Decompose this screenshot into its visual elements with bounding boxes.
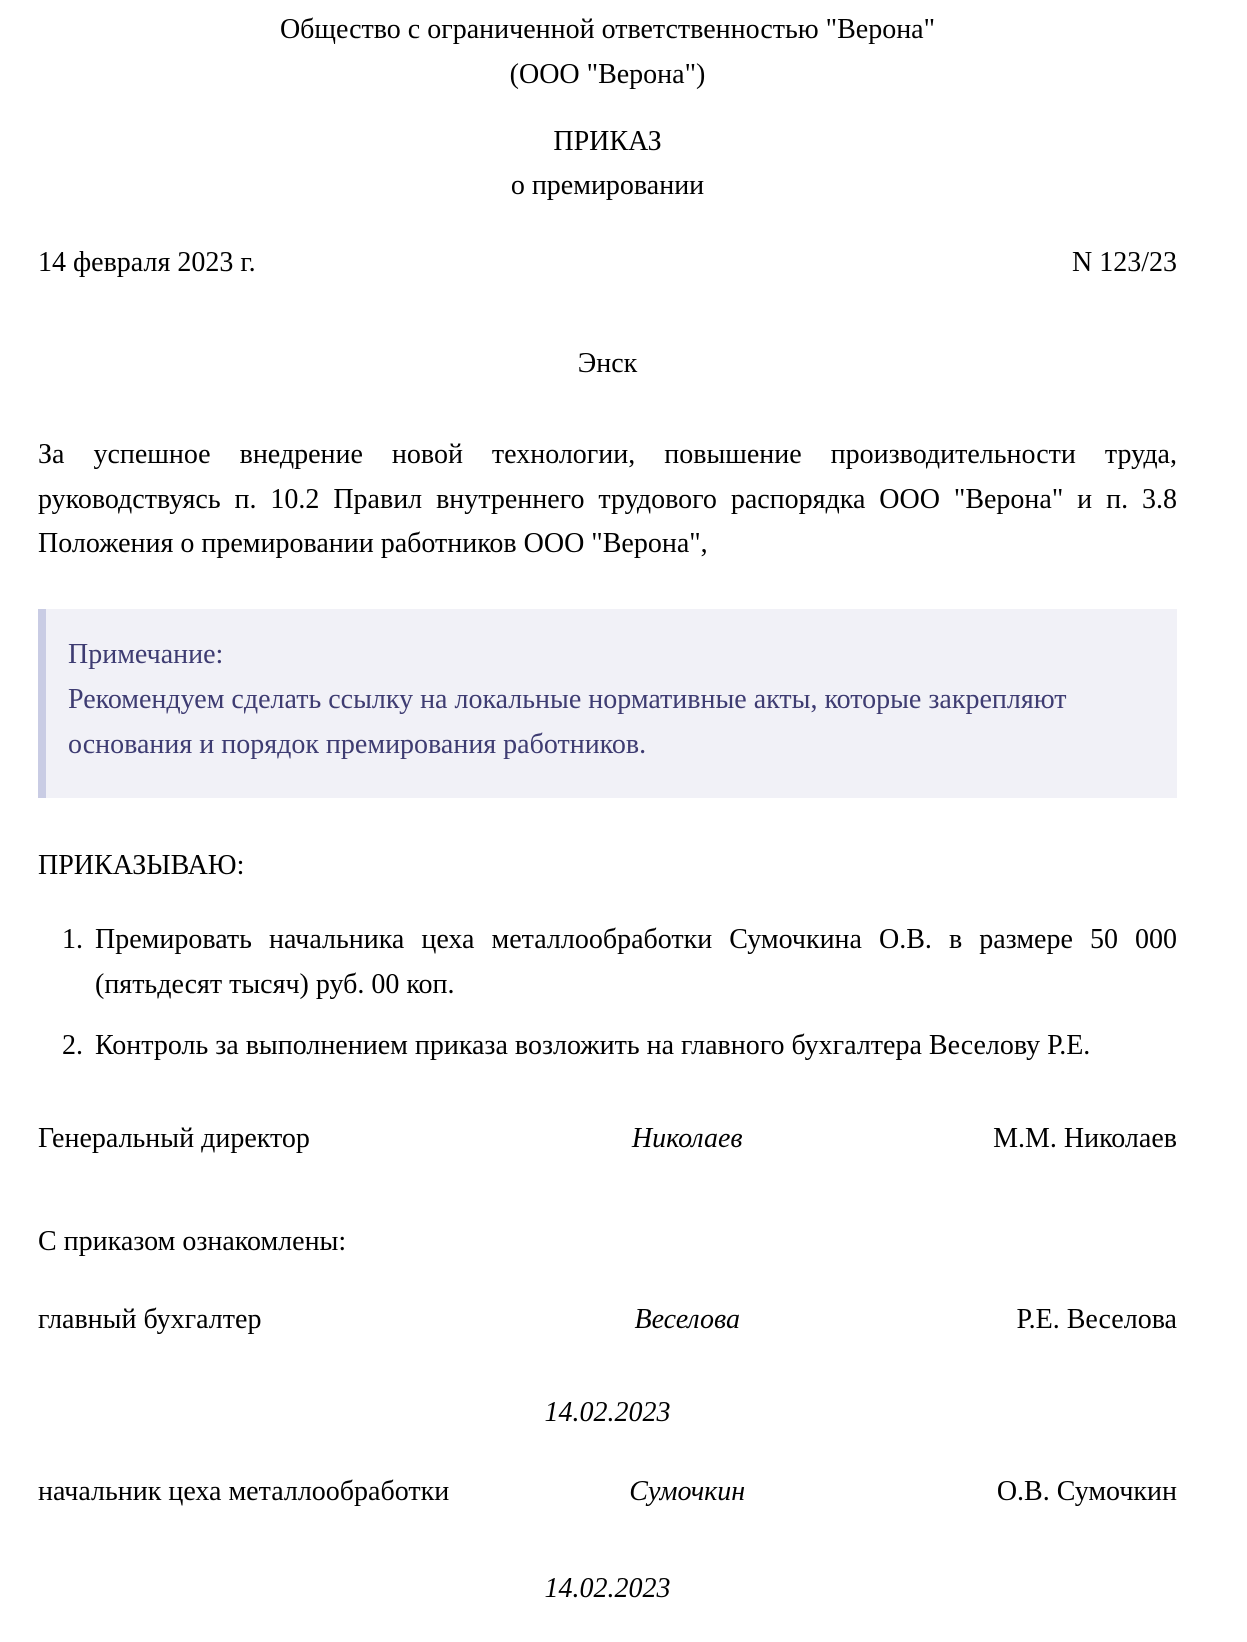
order-item-text: Премировать начальника цеха металлообработки Сумочкина О.В. в размере 50 000 (пятьдесят тысяч) руб. 00 коп. (95, 924, 1177, 1001)
note-text: Рекомендуем сделать ссылку на локальные нормативные акты, которые закрепляют основания и порядок премирования работников. (68, 683, 1067, 760)
acknowledged-heading: С приказом ознакомлены: (38, 1225, 347, 1257)
ack-date: 14.02.2023 (544, 1572, 671, 1604)
org-name-full: Общество с ограниченной ответственностью "Верона" (279, 14, 936, 45)
ack-name: О.В. Сумочкин (996, 1475, 1177, 1507)
director-signature: Николаев (631, 1122, 743, 1154)
director-signature-row (38, 1117, 1177, 1162)
doc-date-number-row (38, 241, 1177, 286)
ack-position: начальник цеха металлообработки (38, 1475, 450, 1507)
org-name-short: (ООО "Верона") (509, 58, 706, 90)
ack-signature: Веселова (634, 1304, 740, 1336)
doc-subject: о премировании (510, 170, 705, 202)
order-item-number: 1. (62, 924, 83, 956)
order-item (38, 918, 1177, 1008)
ack-position: главный бухгалтер (38, 1304, 262, 1336)
order-item-number: 2. (62, 1029, 83, 1061)
director-position: Генеральный директор (38, 1122, 310, 1154)
note-callout (38, 609, 1177, 797)
ack-name: Р.Е. Веселова (1016, 1304, 1177, 1336)
ack-signature: Сумочкин (629, 1475, 746, 1507)
doc-date: 14 февраля 2023 г. (38, 247, 256, 279)
doc-city: Энск (577, 347, 638, 379)
order-item (38, 1024, 1177, 1069)
ack-date: 14.02.2023 (544, 1397, 671, 1429)
acknowledgement-row (38, 1470, 1177, 1515)
doc-number: N 123/23 (1072, 247, 1177, 279)
order-item-text: Контроль за выполнением приказа возложить на главного бухгалтера Веселову Р.Е. (95, 1029, 1091, 1061)
doc-type: ПРИКАЗ (553, 125, 662, 157)
director-name: М.М. Николаев (993, 1122, 1177, 1154)
acknowledgement-row (38, 1298, 1177, 1343)
note-title: Примечание: (68, 639, 224, 671)
order-list (38, 918, 1177, 1068)
doc-title-block (38, 120, 1177, 210)
preamble-paragraph: За успешное внедрение новой технологии, повышение производительности труда, руководствуясь п. 10.2 Правил внутреннего трудового распорядка ООО "Верона" и п. 3.8 Положения о премировании работников ООО "Верона", (38, 438, 1177, 560)
order-heading: ПРИКАЗЫВАЮ: (38, 849, 245, 881)
